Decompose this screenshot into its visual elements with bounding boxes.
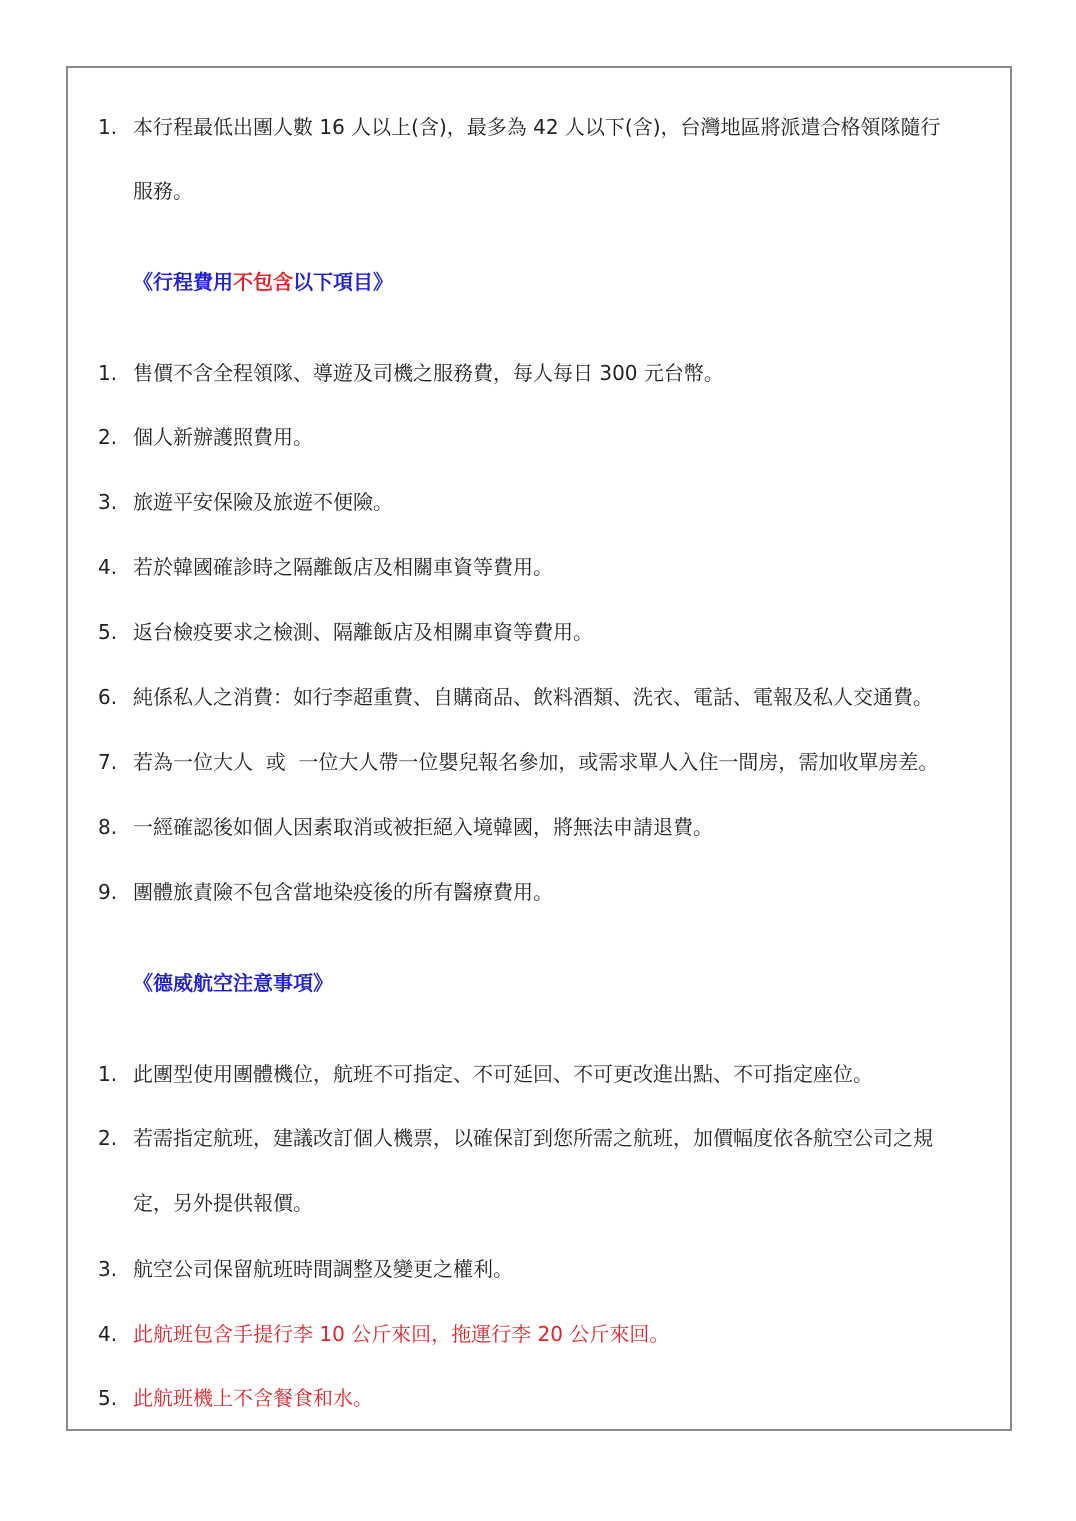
list-text: 此團型使用團體機位，航班不可指定、不可延回、不可更改進出點、不可指定座位。 (133, 1062, 873, 1086)
list-number: 2. (98, 1126, 118, 1150)
list-number: 2. (98, 425, 118, 449)
heading-highlight: 不包含 (233, 270, 293, 294)
list-number: 4. (98, 555, 118, 579)
list-text: 純係私人之消費：如行李超重費、自購商品、飲料酒類、洗衣、電話、電報及私人交通費。 (133, 685, 933, 709)
list-number: 1. (98, 1062, 118, 1086)
list-number: 3. (98, 1257, 118, 1281)
list-number: 1. (98, 361, 118, 385)
list-text-highlight: 此航班包含手提行李 10 公斤來回，拖運行李 20 公斤來回。 (133, 1322, 670, 1346)
list-number: 8. (98, 815, 118, 839)
list-item-airline-2-continuation: 定，另外提供報價。 (133, 1191, 313, 1215)
list-text-highlight: 此航班機上不含餐食和水。 (133, 1386, 373, 1410)
list-text: 本行程最低出團人數 16 人以上(含)，最多為 42 人以下(含)，台灣地區將派遣合格領隊隨行 (133, 115, 941, 139)
list-text: 個人新辦護照費用。 (133, 425, 313, 449)
list-text: 售價不含全程領隊、導遊及司機之服務費，每人每日 300 元台幣。 (133, 361, 724, 385)
list-text: 一經確認後如個人因素取消或被拒絕入境韓國，將無法申請退費。 (133, 815, 713, 839)
list-item-intro-1-continuation: 服務。 (133, 179, 193, 203)
list-text: 旅遊平安保險及旅遊不便險。 (133, 490, 393, 514)
heading-prefix: 《行程費用 (133, 270, 233, 294)
list-number: 4. (98, 1322, 118, 1346)
list-number: 3. (98, 490, 118, 514)
list-text: 航空公司保留航班時間調整及變更之權利。 (133, 1257, 513, 1281)
list-text: 若為一位大人 或 一位大人帶一位嬰兒報名參加，或需求單人入住一間房，需加收單房差。 (133, 750, 939, 774)
list-text: 團體旅責險不包含當地染疫後的所有醫療費用。 (133, 880, 553, 904)
section-heading-excluded (133, 262, 393, 302)
list-text: 若於韓國確診時之隔離飯店及相關車資等費用。 (133, 555, 553, 579)
list-text: 若需指定航班，建議改訂個人機票，以確保訂到您所需之航班，加價幅度依各航空公司之規 (133, 1126, 933, 1150)
list-number: 5. (98, 1386, 118, 1410)
list-number: 9. (98, 880, 118, 904)
list-number: 6. (98, 685, 118, 709)
list-text: 返台檢疫要求之檢測、隔離飯店及相關車資等費用。 (133, 620, 593, 644)
section-heading-airline: 《德威航空注意事項》 (133, 971, 333, 995)
heading-suffix: 以下項目》 (293, 270, 393, 294)
list-number: 5. (98, 620, 118, 644)
list-number: 7. (98, 750, 118, 774)
list-number: 1. (98, 115, 118, 139)
